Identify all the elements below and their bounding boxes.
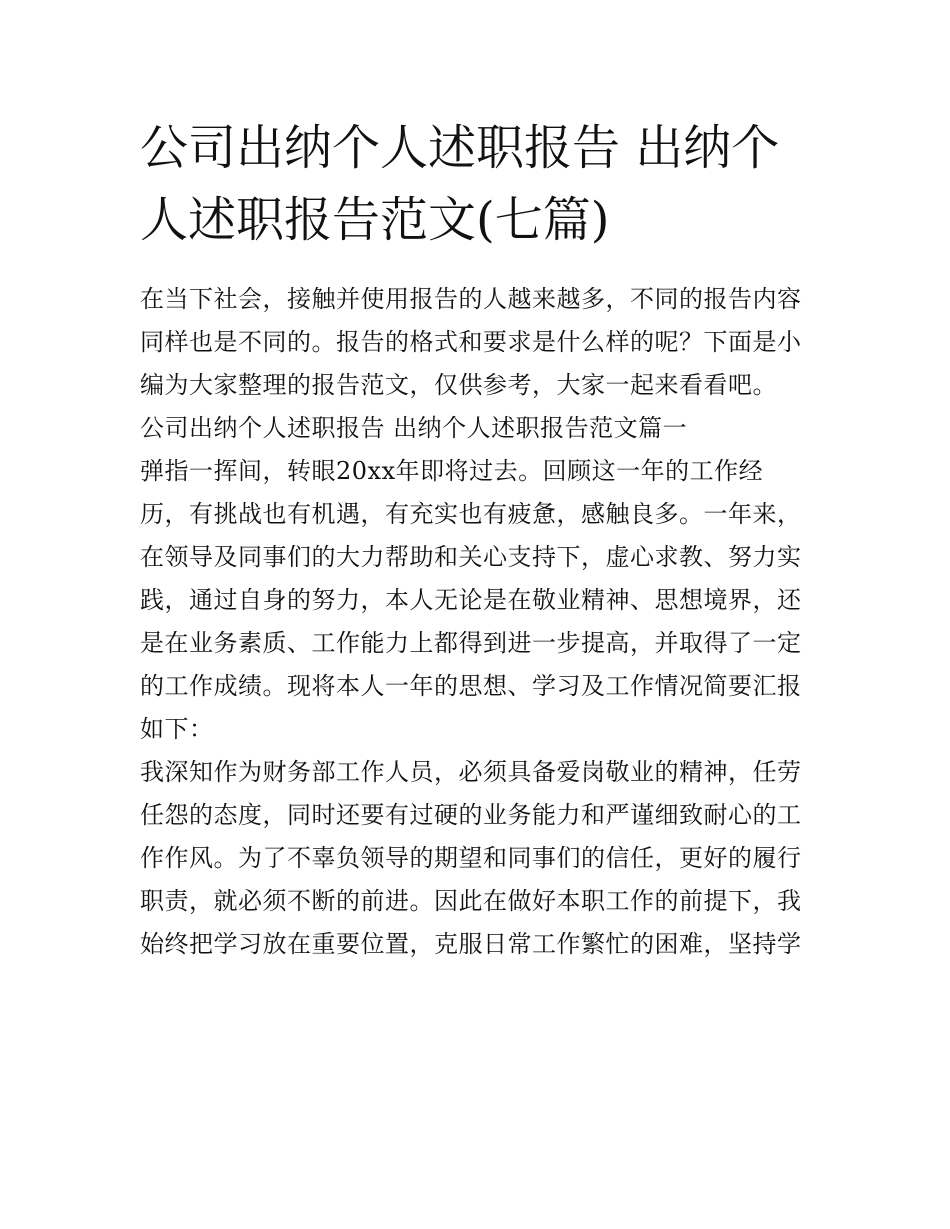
paragraph-line: 践，通过自身的努力，本人无论是在敬业精神、思想境界，还 xyxy=(140,586,802,614)
paragraph-line: 任怨的态度，同时还要有过硬的业务能力和严谨细致耐心的工 xyxy=(140,801,802,829)
paragraph-line: 是在业务素质、工作能力上都得到进一步提高，并取得了一定 xyxy=(140,629,802,657)
paragraph-line: 如下： xyxy=(140,715,214,743)
section-heading: 公司出纳个人述职报告 出纳个人述职报告范文篇一 xyxy=(140,414,688,442)
paragraph-line: 作作风。为了不辜负领导的期望和同事们的信任，更好的履行 xyxy=(140,844,802,872)
paragraph-line: 历，有挑战也有机遇，有充实也有疲惫，感触良多。一年来， xyxy=(140,500,802,528)
paragraph-line: 始终把学习放在重要位置，克服日常工作繁忙的困难，坚持学 xyxy=(140,930,802,958)
document-title xyxy=(140,112,820,256)
intro-line: 同样也是不同的。报告的格式和要求是什么样的呢？下面是小 xyxy=(140,328,802,356)
title-line: 公司出纳个人述职报告 出纳个 xyxy=(140,120,780,176)
intro-line: 编为大家整理的报告范文，仅供参考，大家一起来看看吧。 xyxy=(140,371,777,399)
paragraph-line: 的工作成绩。现将本人一年的思想、学习及工作情况简要汇报 xyxy=(140,672,802,700)
paragraph-line: 我深知作为财务部工作人员，必须具备爱岗敬业的精神，任劳 xyxy=(140,758,802,786)
paragraph-line: 弹指一挥间，转眼20xx年即将过去。回顾这一年的工作经 xyxy=(140,457,764,485)
title-line: 人述职报告范文(七篇) xyxy=(140,192,610,248)
paragraph-line: 职责，就必须不断的前进。因此在做好本职工作的前提下，我 xyxy=(140,887,802,915)
paragraph-line: 在领导及同事们的大力帮助和关心支持下，虚心求教、努力实 xyxy=(140,543,802,571)
document-body xyxy=(140,278,830,966)
intro-line: 在当下社会，接触并使用报告的人越来越多，不同的报告内容 xyxy=(140,285,802,313)
